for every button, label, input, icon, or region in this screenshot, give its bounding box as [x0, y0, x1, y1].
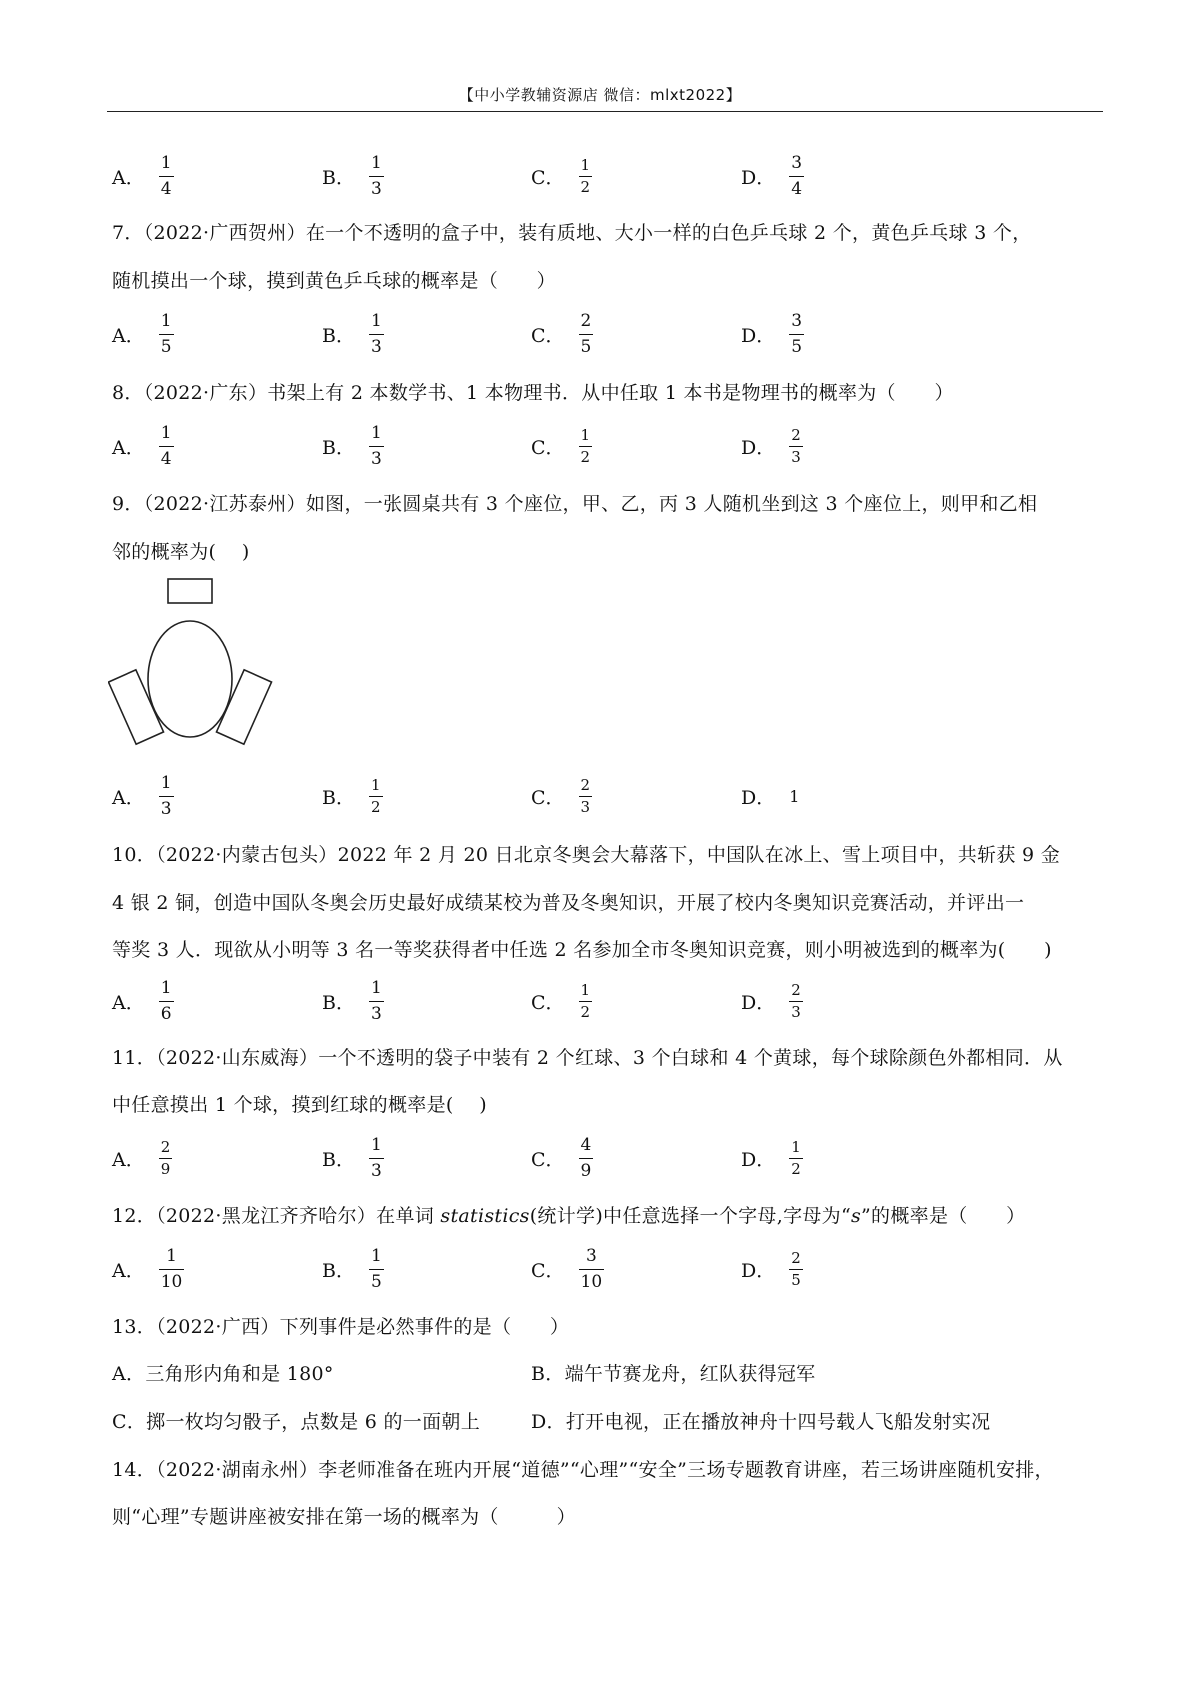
q6-option-a — [112, 150, 174, 202]
q13-option-d — [531, 1407, 990, 1434]
fraction: $\frac{2}{5}$ — [791, 1248, 801, 1289]
fraction: $\frac{1}{2}$ — [370, 775, 381, 816]
q14-stem-line-1: 14．（2022·湖南永州）李老师准备在班内开展“道德”“心理”“安全”三场专题教育讲座，若三场讲座随机安排， — [112, 1459, 1054, 1481]
option-label: D． — [741, 436, 776, 459]
q10-option-d — [741, 975, 803, 1027]
q8-option-a — [112, 420, 174, 472]
q12-option-b — [322, 1243, 384, 1295]
option-label: A． — [112, 786, 145, 809]
fraction: $\frac{1}{4}$ — [160, 152, 172, 199]
q11-option-b — [322, 1132, 384, 1184]
q7-option-c — [531, 308, 593, 360]
right-seat — [216, 670, 271, 744]
option-label: D． — [531, 1411, 566, 1433]
round-table-diagram — [108, 575, 288, 755]
fraction: $\frac{1}{3}$ — [370, 422, 382, 469]
option-label: A． — [112, 1363, 146, 1385]
q9-stem-line-2: 邻的概率为( ) — [112, 541, 250, 563]
q7-option-b — [322, 308, 384, 360]
option-label: A． — [112, 436, 145, 459]
option-text: 三角形内角和是 180° — [145, 1363, 334, 1385]
option-text: 打开电视，正在播放神舟十四号载人飞船发射实况 — [565, 1411, 991, 1433]
fraction: $\frac{1}{3}$ — [370, 310, 382, 357]
fraction: $\frac{1}{3}$ — [370, 152, 382, 199]
fraction: $\frac{2}{3}$ — [791, 980, 801, 1021]
option-label: B． — [322, 324, 355, 347]
q12-option-d — [741, 1243, 803, 1295]
option-label: D． — [741, 166, 776, 189]
q11-stem-line-2: 中任意摸出 1 个球，摸到红球的概率是( ) — [112, 1094, 487, 1116]
option-label: C． — [531, 991, 565, 1014]
q6-option-c — [531, 150, 592, 202]
option-text: 掷一枚均匀骰子，点数是 6 的一面朝上 — [146, 1411, 481, 1433]
option-label: C． — [531, 786, 565, 809]
q10-stem-line-1: 10．（2022·内蒙古包头）2022 年 2 月 20 日北京冬奥会大幕落下，中国队在冰上、雪上项目中，共斩获 9 金 — [112, 844, 1061, 866]
fraction: $\frac{1}{10}$ — [160, 1245, 183, 1292]
fraction: $\frac{1}{2}$ — [580, 425, 591, 466]
round-table — [148, 621, 232, 737]
fraction: $\frac{1}{3}$ — [160, 772, 172, 819]
q9-option-a — [112, 770, 174, 822]
q10-option-a — [112, 975, 174, 1027]
q10-option-c — [531, 975, 592, 1027]
q12-word: statistics — [440, 1205, 530, 1227]
option-label: B． — [322, 1148, 355, 1171]
option-label: C． — [531, 436, 565, 459]
option-label: A． — [112, 324, 145, 347]
q12-letter: s — [850, 1205, 862, 1227]
q9-option-b — [322, 770, 383, 822]
q8-option-d — [741, 420, 803, 472]
q7-stem-line-2: 随机摸出一个球，摸到黄色乒乓球的概率是（ ） — [112, 270, 556, 292]
fraction: $\frac{1}{2}$ — [791, 1137, 801, 1178]
fraction: $\frac{2}{9}$ — [160, 1137, 171, 1178]
fraction: $\frac{2}{3}$ — [791, 425, 801, 466]
q9-option-d — [741, 770, 799, 822]
option-label: D． — [741, 324, 776, 347]
option-label: D． — [741, 1259, 776, 1282]
option-label: A． — [112, 991, 145, 1014]
q9-option-c — [531, 770, 592, 822]
q13-option-b — [531, 1359, 815, 1386]
q12-suffix: ”的概率是（ ） — [861, 1205, 1026, 1227]
fraction: $\frac{1}{6}$ — [160, 977, 172, 1024]
option-label: C． — [531, 324, 565, 347]
q11-stem-line-1: 11．（2022·山东威海）一个不透明的袋子中装有 2 个红球、3 个白球和 4 个黄球，每个球除颜色外都相同．从 — [112, 1047, 1063, 1069]
q10-stem-line-2: 4 银 2 铜，创造中国队冬奥会历史最好成绩某校为普及冬奥知识，开展了校内冬奥知识竞赛活动，并评出一 — [112, 892, 1025, 914]
q10-stem-line-3: 等奖 3 人．现欲从小明等 3 名一等奖获得者中任选 2 名参加全市冬奥知识竞赛，则小明被选到的概率为( ) — [112, 939, 1052, 961]
fraction: $\frac{1}{3}$ — [370, 1134, 382, 1181]
fraction: $\frac{1}{4}$ — [160, 422, 172, 469]
fraction: $\frac{1}{2}$ — [580, 155, 591, 196]
page-header: 【中小学教辅资源店 微信：mlxt2022】 — [458, 86, 742, 104]
fraction: $\frac{2}{5}$ — [580, 310, 592, 357]
q12-middle: (统计学)中任意选择一个字母,字母为“ — [529, 1205, 851, 1227]
q12-prefix: 12．（2022·黑龙江齐齐哈尔）在单词 — [112, 1205, 441, 1227]
fraction: $\frac{3}{5}$ — [791, 310, 803, 357]
q7-option-d — [741, 308, 804, 360]
q9-stem-line-1: 9．（2022·江苏泰州）如图，一张圆桌共有 3 个座位，甲、乙，丙 3 人随机坐到这 3 个座位上，则甲和乙相 — [112, 493, 1038, 515]
left-seat — [108, 670, 163, 744]
q12-option-c — [531, 1243, 604, 1295]
option-label: A． — [112, 1259, 145, 1282]
option-label: B． — [322, 1259, 355, 1282]
header-rule — [107, 111, 1103, 112]
fraction: $\frac{3}{10}$ — [580, 1245, 603, 1292]
option-text: 端午节赛龙舟，红队获得冠军 — [564, 1363, 816, 1385]
q8-option-b — [322, 420, 384, 472]
option-value: 1 — [789, 786, 800, 806]
fraction: $\frac{4}{9}$ — [580, 1134, 592, 1181]
q8-stem-line-1: 8．（2022·广东）书架上有 2 本数学书、1 本物理书．从中任取 1 本书是物理书的概率为（ ） — [112, 382, 954, 404]
q10-option-b — [322, 975, 384, 1027]
top-seat — [168, 579, 212, 603]
fraction: $\frac{1}{3}$ — [370, 977, 382, 1024]
option-label: B． — [322, 786, 355, 809]
option-label: D． — [741, 1148, 776, 1171]
q7-stem-line-1: 7．（2022·广西贺州）在一个不透明的盒子中，装有质地、大小一样的白色乒乓球 2 个，黄色乒乓球 3 个， — [112, 222, 1032, 244]
q11-option-c — [531, 1132, 593, 1184]
fraction: $\frac{3}{4}$ — [791, 152, 803, 199]
q12-option-a — [112, 1243, 184, 1295]
option-label: B． — [322, 436, 355, 459]
q7-option-a — [112, 308, 174, 360]
option-label: C． — [531, 1148, 565, 1171]
option-label: C． — [112, 1411, 147, 1433]
option-label: B． — [531, 1363, 565, 1385]
fraction: $\frac{1}{5}$ — [160, 310, 172, 357]
q11-option-d — [741, 1132, 803, 1184]
q13-option-c — [112, 1407, 480, 1434]
q12-stem-line-1 — [112, 1201, 1025, 1228]
q14-stem-line-2: 则“心理”专题讲座被安排在第一场的概率为（ ） — [112, 1506, 576, 1528]
q13-stem-line-1: 13．（2022·广西）下列事件是必然事件的是（ ） — [112, 1316, 570, 1338]
q6-option-d — [741, 150, 804, 202]
fraction: $\frac{1}{2}$ — [580, 980, 591, 1021]
option-label: D． — [741, 991, 776, 1014]
option-label: A． — [112, 1148, 145, 1171]
fraction: $\frac{2}{3}$ — [580, 775, 591, 816]
option-label: B． — [322, 991, 355, 1014]
option-label: C． — [531, 1259, 565, 1282]
q11-option-a — [112, 1132, 172, 1184]
option-label: A． — [112, 166, 145, 189]
q8-option-c — [531, 420, 592, 472]
q6-option-b — [322, 150, 384, 202]
q13-option-a — [112, 1359, 334, 1386]
option-label: B． — [322, 166, 355, 189]
option-label: D． — [741, 786, 776, 809]
fraction: $\frac{1}{5}$ — [370, 1245, 382, 1292]
option-label: C． — [531, 166, 565, 189]
